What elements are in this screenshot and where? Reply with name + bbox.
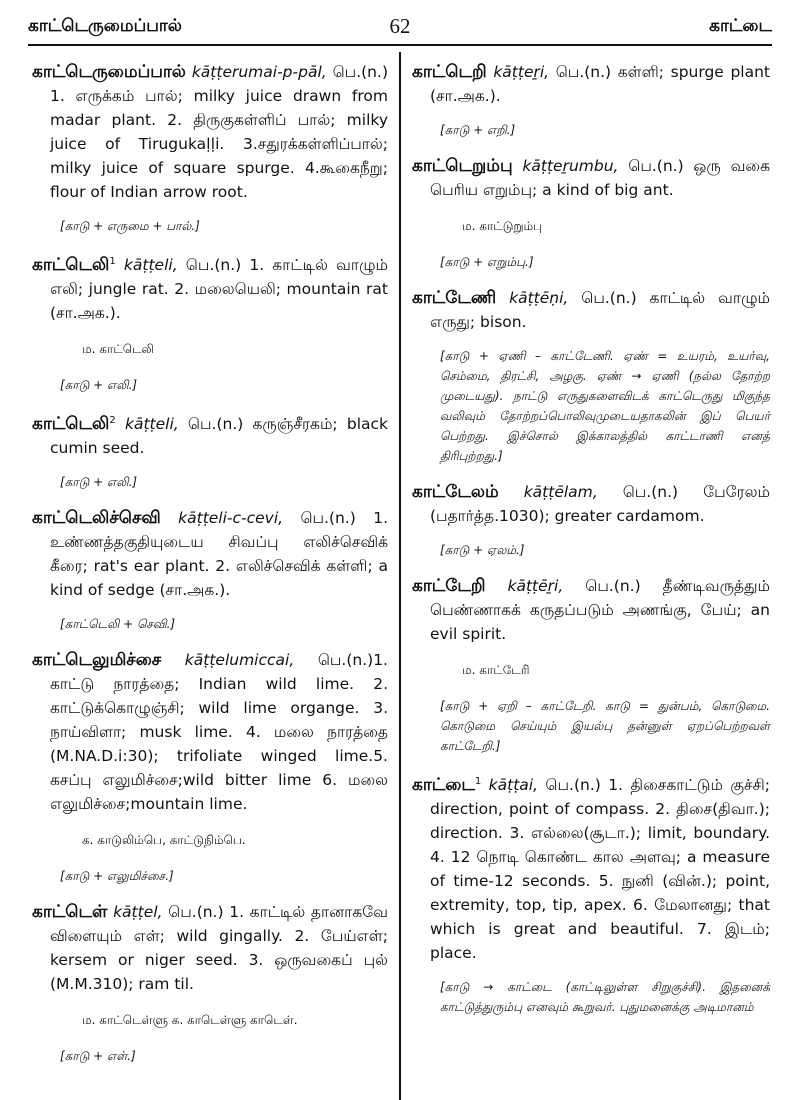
definition: பெ.(n.) 1. எருக்கம் பால்; milky juice drawn from madar plant. 2. திருகுகள்ளிப் பால்; milky juice of Tirugukaḷḷi. 3.சதுரக்கள்ளிப்பால்; milky juice of square spurge. 4.கூகைநீறு; flour of Indian arrow root. xyxy=(50,63,388,201)
transliteration: kāṭṭeli, xyxy=(124,415,179,434)
definition: பெ.(n.) தீண்டிவருத்தும் பெண்ணாகக் கருதப்படும் அணங்கு, பேய்; an evil spirit. xyxy=(430,577,770,643)
dictionary-entry xyxy=(32,250,388,325)
dictionary-entry xyxy=(412,154,770,202)
cognate-line: ம. காட்டெள்ளு க. காடெள்ளு காடெள். xyxy=(82,1013,298,1028)
definition: பெ.(n.) 1. திசைகாட்டும் குச்சி; direction, point of compass. 2. திசை(திவா.); direction. 3. எல்லை(சூடா.); limit, boundary. 4. 12 நொடி கொண்ட கால அளவு; a measure of time-12 seconds. 5. நுனி (வின்.); point, extremity, top, tip, apex. 6. மேலானது; that which is great and beautiful. 7. இடம்; place. xyxy=(430,776,770,963)
definition: பெ.(n.) 1. காட்டில் வாழும் எலி; jungle rat. 2. மலையெலி; mountain rat (சா.அக.). xyxy=(50,256,388,323)
dictionary-entry xyxy=(32,60,388,204)
dictionary-entry xyxy=(32,648,388,816)
transliteration: kāṭṭeṟi, xyxy=(493,63,550,81)
homonym-number: 2 xyxy=(109,415,116,427)
etymology-note: [காடு + எருமை + பால்.] xyxy=(60,219,200,233)
definition: பெ.(n.) 1. காட்டில் தானாகவே விளையும் எள்; wild gingally. 2. பேய்எள்; kersem or niger seed. 3. ஒருவகைப் புல் (M.M.310); ram til. xyxy=(50,903,388,994)
etymology-note: [காடு + எள்.] xyxy=(60,1049,136,1064)
etymology-note: [காட்டெலி + செவி.] xyxy=(60,617,176,632)
definition: பெ.(n.) கருஞ்சீரகம்; black cumin seed. xyxy=(50,415,389,458)
headword: காட்டெலி xyxy=(32,414,110,435)
headword: காட்டெறி xyxy=(412,62,487,82)
etymology-note: [காடு + ஏறி – காட்டேறி. காடு = துன்பம், கொடுமை. கொடுமை செய்யும் இயல்பு தன்னுள் ஏறப்பெற்றவள் காட்டேறி.] xyxy=(440,699,770,753)
transliteration: kāṭṭelumiccai, xyxy=(184,651,295,670)
right-column xyxy=(412,60,770,1090)
transliteration: kāṭṭeli-c-cevi, xyxy=(178,509,284,528)
transliteration: kāṭṭēṟi, xyxy=(507,577,564,595)
dictionary-entry xyxy=(32,506,388,602)
etymology-note: [காடு + எலி.] xyxy=(60,475,138,490)
headword: காட்டெலி xyxy=(32,255,110,276)
headword: காட்டேறி xyxy=(412,576,486,596)
etymology-note: [காடு + ஏணி – காட்டேணி. ஏண் = உயரம், உயர்வு, செம்மை, திரட்சி, அழகு. ஏண் → ஏணி (நல்ல தோற்ற முடையது). நாட்டு எருதுகளைவிடக் காட்டெருது மிகுந்த வலிவும் தோற்றப்பொலிவுமுடையதாகலின் இப் பெயர் பெற்றது. இச்சொல் இக்காலத்தில் காட்டாணி எனத் திரிபுற்றது.] xyxy=(440,349,770,463)
definition: பெ.(n.) ஒரு வகை பெரிய எறும்பு; a kind of big ant. xyxy=(430,157,771,199)
dictionary-entry xyxy=(412,770,770,965)
etymology-note: [காடு + எறி.] xyxy=(440,123,516,137)
page-number: 62 xyxy=(389,14,411,38)
definition: பெ.(n.) 1. உண்ணத்தகுதியுடைய சிவப்பு எலிச்செவிக் கீரை; rat's ear plant. 2. எலிச்செவிக் கள்ளி; a kind of sedge (சா.அக.). xyxy=(50,509,388,600)
transliteration: kāṭṭel, xyxy=(113,903,163,922)
etymology-note: [காடு + எலி.] xyxy=(60,378,138,393)
homonym-number: 1 xyxy=(474,776,482,787)
dictionary-entry xyxy=(412,60,770,108)
transliteration: kāṭṭerumai-p-pāl, xyxy=(191,63,327,81)
transliteration: kāṭṭēṇi, xyxy=(509,289,569,307)
definition: பெ.(n.) காட்டில் வாழும் எருது; bison. xyxy=(430,289,770,331)
etymology-note: [காடு + ஏலம்.] xyxy=(440,543,525,557)
cognate-line: ம. காட்டுறும்பு xyxy=(462,219,543,233)
transliteration: kāṭṭēlam, xyxy=(523,483,598,501)
homonym-number: 1 xyxy=(109,256,116,267)
dictionary-entry xyxy=(32,900,388,996)
cognate-line: ம. காட்டேரி xyxy=(462,663,530,677)
dictionary-entry xyxy=(412,574,770,646)
dictionary-entry xyxy=(412,480,770,528)
definition: பெ.(n.) பேரேலம் (பதார்த்த.1030); greater cardamom. xyxy=(430,483,770,525)
headword: காட்டெலிச்செவி xyxy=(32,508,161,529)
left-column xyxy=(32,60,388,1090)
transliteration: kāṭṭeli, xyxy=(123,256,178,275)
cognate-line: ம. காட்டெலி xyxy=(82,342,154,357)
cognate-line: க. காடுலிம்பெ, காட்டுநிம்பெ. xyxy=(82,833,246,848)
column-divider xyxy=(399,52,401,1100)
headword: காட்டை xyxy=(412,775,475,796)
headword: காட்டெலுமிச்சை xyxy=(32,650,162,671)
running-head-right: காட்டை xyxy=(709,16,772,36)
running-head-left: காட்டெருமைப்பால் xyxy=(28,16,182,36)
headword: காட்டேணி xyxy=(412,288,497,308)
headword: காட்டெள் xyxy=(32,902,108,923)
etymology-note: [காடு + எறும்பு.] xyxy=(440,255,534,269)
headword: காட்டெறும்பு xyxy=(412,156,513,176)
dictionary-entry xyxy=(412,286,770,334)
dictionary-entry xyxy=(32,409,388,460)
transliteration: kāṭṭai, xyxy=(488,776,539,795)
headword: காட்டேலம் xyxy=(412,482,499,502)
transliteration: kāṭṭeṟumbu, xyxy=(522,157,619,175)
definition: பெ.(n.)1. காட்டு நாரத்தை; Indian wild lime. 2. காட்டுக்கொழுஞ்சி; wild lime organge. 3. நாய்விளா; musk lime. 4. மலை நாரத்தை (M.NA.D.i:30); trifoliate winged lime.5. கசப்பு எலுமிச்சை;wild bitter lime 6. மலை எலுமிச்சை;mountain lime. xyxy=(50,651,388,814)
etymology-note: [காடு + எலுமிச்சை.] xyxy=(60,869,174,884)
etymology-note: [காடு → காட்டை (காட்டிலுள்ள சிறுகுச்சி). இதனைக் காட்டுத்துரும்பு எனவும் கூறுவர். புதுமனைக்கு அடிமானம் xyxy=(440,980,770,1015)
headword: காட்டெருமைப்பால் xyxy=(32,62,186,82)
definition: பெ.(n.) கள்ளி; spurge plant (சா.அக.). xyxy=(430,63,771,105)
page-header xyxy=(28,14,772,46)
